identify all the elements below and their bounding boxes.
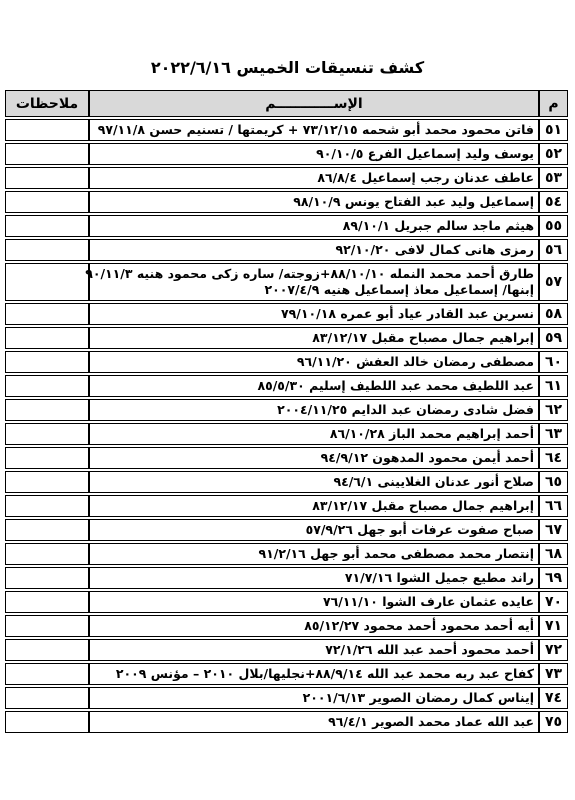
row-number: ٥٨ xyxy=(538,303,568,325)
table-row xyxy=(5,327,568,349)
row-name xyxy=(90,143,538,165)
row-number: ٦٥ xyxy=(538,471,568,493)
row-name xyxy=(90,351,538,373)
coordination-table xyxy=(5,88,568,735)
row-name xyxy=(85,263,538,301)
table-row xyxy=(5,303,568,325)
name-line: فاتن محمود محمد أبو شحمه ٧٣/١٢/١٥ + كريمتها / تسنيم حسن ٩٧/١١/٨ xyxy=(97,122,534,137)
table-row xyxy=(5,543,568,565)
name-line: صلاح أنور عدنان الغلايينى ٩٤/٦/١ xyxy=(333,474,534,489)
table-row xyxy=(5,239,568,261)
row-name xyxy=(90,591,538,613)
row-number: ٥٣ xyxy=(538,167,568,189)
row-notes xyxy=(5,711,90,733)
name-line: إنتصار محمد مصطفى محمد أبو جهل ٩١/٢/١٦ xyxy=(258,546,534,561)
header-number: م xyxy=(538,90,568,117)
name-line: طارق أحمد محمد النمله ٨٨/١٠/١٠+زوجته/ ساره زكى محمود هنيه ٩٠/١١/٣ xyxy=(85,266,534,281)
row-name xyxy=(90,167,538,189)
name-line: إبراهيم جمال مصباح مقبل ٨٣/١٢/١٧ xyxy=(312,330,534,345)
row-notes xyxy=(5,303,90,325)
row-number: ٦٦ xyxy=(538,495,568,517)
row-notes xyxy=(5,143,90,165)
row-number: ٦٩ xyxy=(538,567,568,589)
row-name xyxy=(90,239,538,261)
row-number: ٦٣ xyxy=(538,423,568,445)
table-row xyxy=(5,663,568,685)
row-name xyxy=(90,543,538,565)
row-number: ٧٠ xyxy=(538,591,568,613)
name-line: راند مطيع جميل الشوا ٧١/٧/١٦ xyxy=(344,570,534,585)
row-number: ٦١ xyxy=(538,375,568,397)
name-line: هيثم ماجد سالم جبريل ٨٩/١٠/١ xyxy=(342,218,534,233)
row-number: ٧٢ xyxy=(538,639,568,661)
row-notes xyxy=(5,495,90,517)
row-number: ٧٤ xyxy=(538,687,568,709)
table-row xyxy=(5,687,568,709)
name-line: مصطفى رمضان خالد العفش ٩٦/١١/٢٠ xyxy=(296,354,534,369)
row-number: ٥٤ xyxy=(538,191,568,213)
row-name xyxy=(90,303,538,325)
row-number: ٦٤ xyxy=(538,447,568,469)
row-number: ٥٥ xyxy=(538,215,568,237)
row-name xyxy=(90,191,538,213)
row-number: ٥٩ xyxy=(538,327,568,349)
row-notes xyxy=(5,447,90,469)
row-name xyxy=(90,375,538,397)
row-name xyxy=(90,711,538,733)
table-row xyxy=(5,375,568,397)
table-row xyxy=(5,567,568,589)
row-name xyxy=(90,423,538,445)
row-number: ٥١ xyxy=(538,119,568,141)
row-number: ٦٢ xyxy=(538,399,568,421)
table-header-row xyxy=(5,90,568,117)
name-line: عايده عثمان عارف الشوا ٧٦/١١/١٠ xyxy=(322,594,534,609)
row-name xyxy=(90,119,538,141)
table-row xyxy=(5,639,568,661)
header-name: الإســــــــــــم xyxy=(90,90,538,117)
name-line: يوسف وليد إسماعيل الفرع ٩٠/١٠/٥ xyxy=(316,146,534,161)
row-notes xyxy=(5,119,90,141)
row-notes xyxy=(5,567,90,589)
row-name xyxy=(90,639,538,661)
row-notes xyxy=(5,519,90,541)
name-line: إسماعيل وليد عبد الفتاح يونس ٩٨/١٠/٩ xyxy=(293,194,534,209)
row-name xyxy=(90,447,538,469)
row-number: ٧٣ xyxy=(538,663,568,685)
table-row xyxy=(5,519,568,541)
row-number: ٥٦ xyxy=(538,239,568,261)
row-notes xyxy=(5,615,90,637)
table-row xyxy=(5,215,568,237)
table-row xyxy=(5,119,568,141)
name-line: أحمد محمود أحمد عبد الله ٧٢/١/٢٦ xyxy=(325,642,534,657)
name-line: إبراهيم جمال مصباح مقبل ٨٣/١٢/١٧ xyxy=(312,498,534,513)
row-name xyxy=(90,567,538,589)
row-notes xyxy=(5,191,90,213)
name-line: فضل شادى رمضان عبد الدايم ٢٠٠٤/١١/٢٥ xyxy=(277,402,534,417)
table-row xyxy=(5,399,568,421)
name-line: عاطف عدنان رجب إسماعيل ٨٦/٨/٤ xyxy=(317,170,534,185)
name-line: نسرين عبد القادر عياد أبو عمره ٧٩/١٠/١٨ xyxy=(281,306,534,321)
row-name xyxy=(90,663,538,685)
row-notes xyxy=(5,663,90,685)
name-line: إبنها/ إسماعيل معاذ إسماعيل هنيه ٢٠٠٧/٤/٩ xyxy=(264,282,534,297)
table-row xyxy=(5,591,568,613)
row-notes xyxy=(5,423,90,445)
row-number: ٦٧ xyxy=(538,519,568,541)
table-row xyxy=(5,167,568,189)
row-name xyxy=(90,615,538,637)
table-row xyxy=(5,263,568,301)
row-number: ٥٧ xyxy=(538,263,568,301)
row-notes xyxy=(5,639,90,661)
name-line: كفاح عبد ربه محمد عبد الله ٨٨/٩/١٤+نجليها/بلال ٢٠١٠ – مؤنس ٢٠٠٩ xyxy=(115,666,534,681)
row-name xyxy=(90,519,538,541)
row-notes xyxy=(5,399,90,421)
row-name xyxy=(90,471,538,493)
row-notes xyxy=(5,327,90,349)
table-row xyxy=(5,711,568,733)
name-line: رمزى هانى كمال لافى ٩٢/١٠/٢٠ xyxy=(335,242,534,257)
row-notes xyxy=(5,543,90,565)
table-row xyxy=(5,351,568,373)
row-notes xyxy=(5,591,90,613)
row-number: ٥٢ xyxy=(538,143,568,165)
row-name xyxy=(90,687,538,709)
table-row xyxy=(5,447,568,469)
row-name xyxy=(90,327,538,349)
name-line: أيه أحمد محمود أحمد محمود ٨٥/١٢/٢٧ xyxy=(304,618,534,633)
row-number: ٦٨ xyxy=(538,543,568,565)
name-line: أحمد أيمن محمود المدهون ٩٤/٩/١٢ xyxy=(320,450,534,465)
table-row xyxy=(5,471,568,493)
name-line: إيناس كمال رمضان الصوير ٢٠٠١/٦/١٣ xyxy=(302,690,534,705)
row-number: ٦٠ xyxy=(538,351,568,373)
table-row xyxy=(5,423,568,445)
row-notes xyxy=(5,375,90,397)
table-row xyxy=(5,615,568,637)
row-notes xyxy=(5,239,90,261)
name-line: صباح صفوت عرفات أبو جهل ٥٧/٩/٢٦ xyxy=(305,522,534,537)
row-number: ٧١ xyxy=(538,615,568,637)
table-row xyxy=(5,495,568,517)
name-line: عبد الله عماد محمد الصوير ٩٦/٤/١ xyxy=(328,714,534,729)
row-name xyxy=(90,495,538,517)
row-number: ٧٥ xyxy=(538,711,568,733)
table-row xyxy=(5,143,568,165)
row-notes xyxy=(5,263,90,301)
name-line: عبد اللطيف محمد عبد اللطيف إسليم ٨٥/٥/٣٠ xyxy=(257,378,534,393)
page-title: كشف تنسيقات الخميس ٢٠٢٢/٦/١٦ xyxy=(150,58,425,77)
row-name xyxy=(90,215,538,237)
table-row xyxy=(5,191,568,213)
row-notes xyxy=(5,215,90,237)
header-notes: ملاحظات xyxy=(5,90,90,117)
row-name xyxy=(90,399,538,421)
name-line: أحمد إبراهيم محمد الباز ٨٦/١٠/٢٨ xyxy=(329,426,534,441)
row-notes xyxy=(5,167,90,189)
row-notes xyxy=(5,351,90,373)
row-notes xyxy=(5,687,90,709)
row-notes xyxy=(5,471,90,493)
